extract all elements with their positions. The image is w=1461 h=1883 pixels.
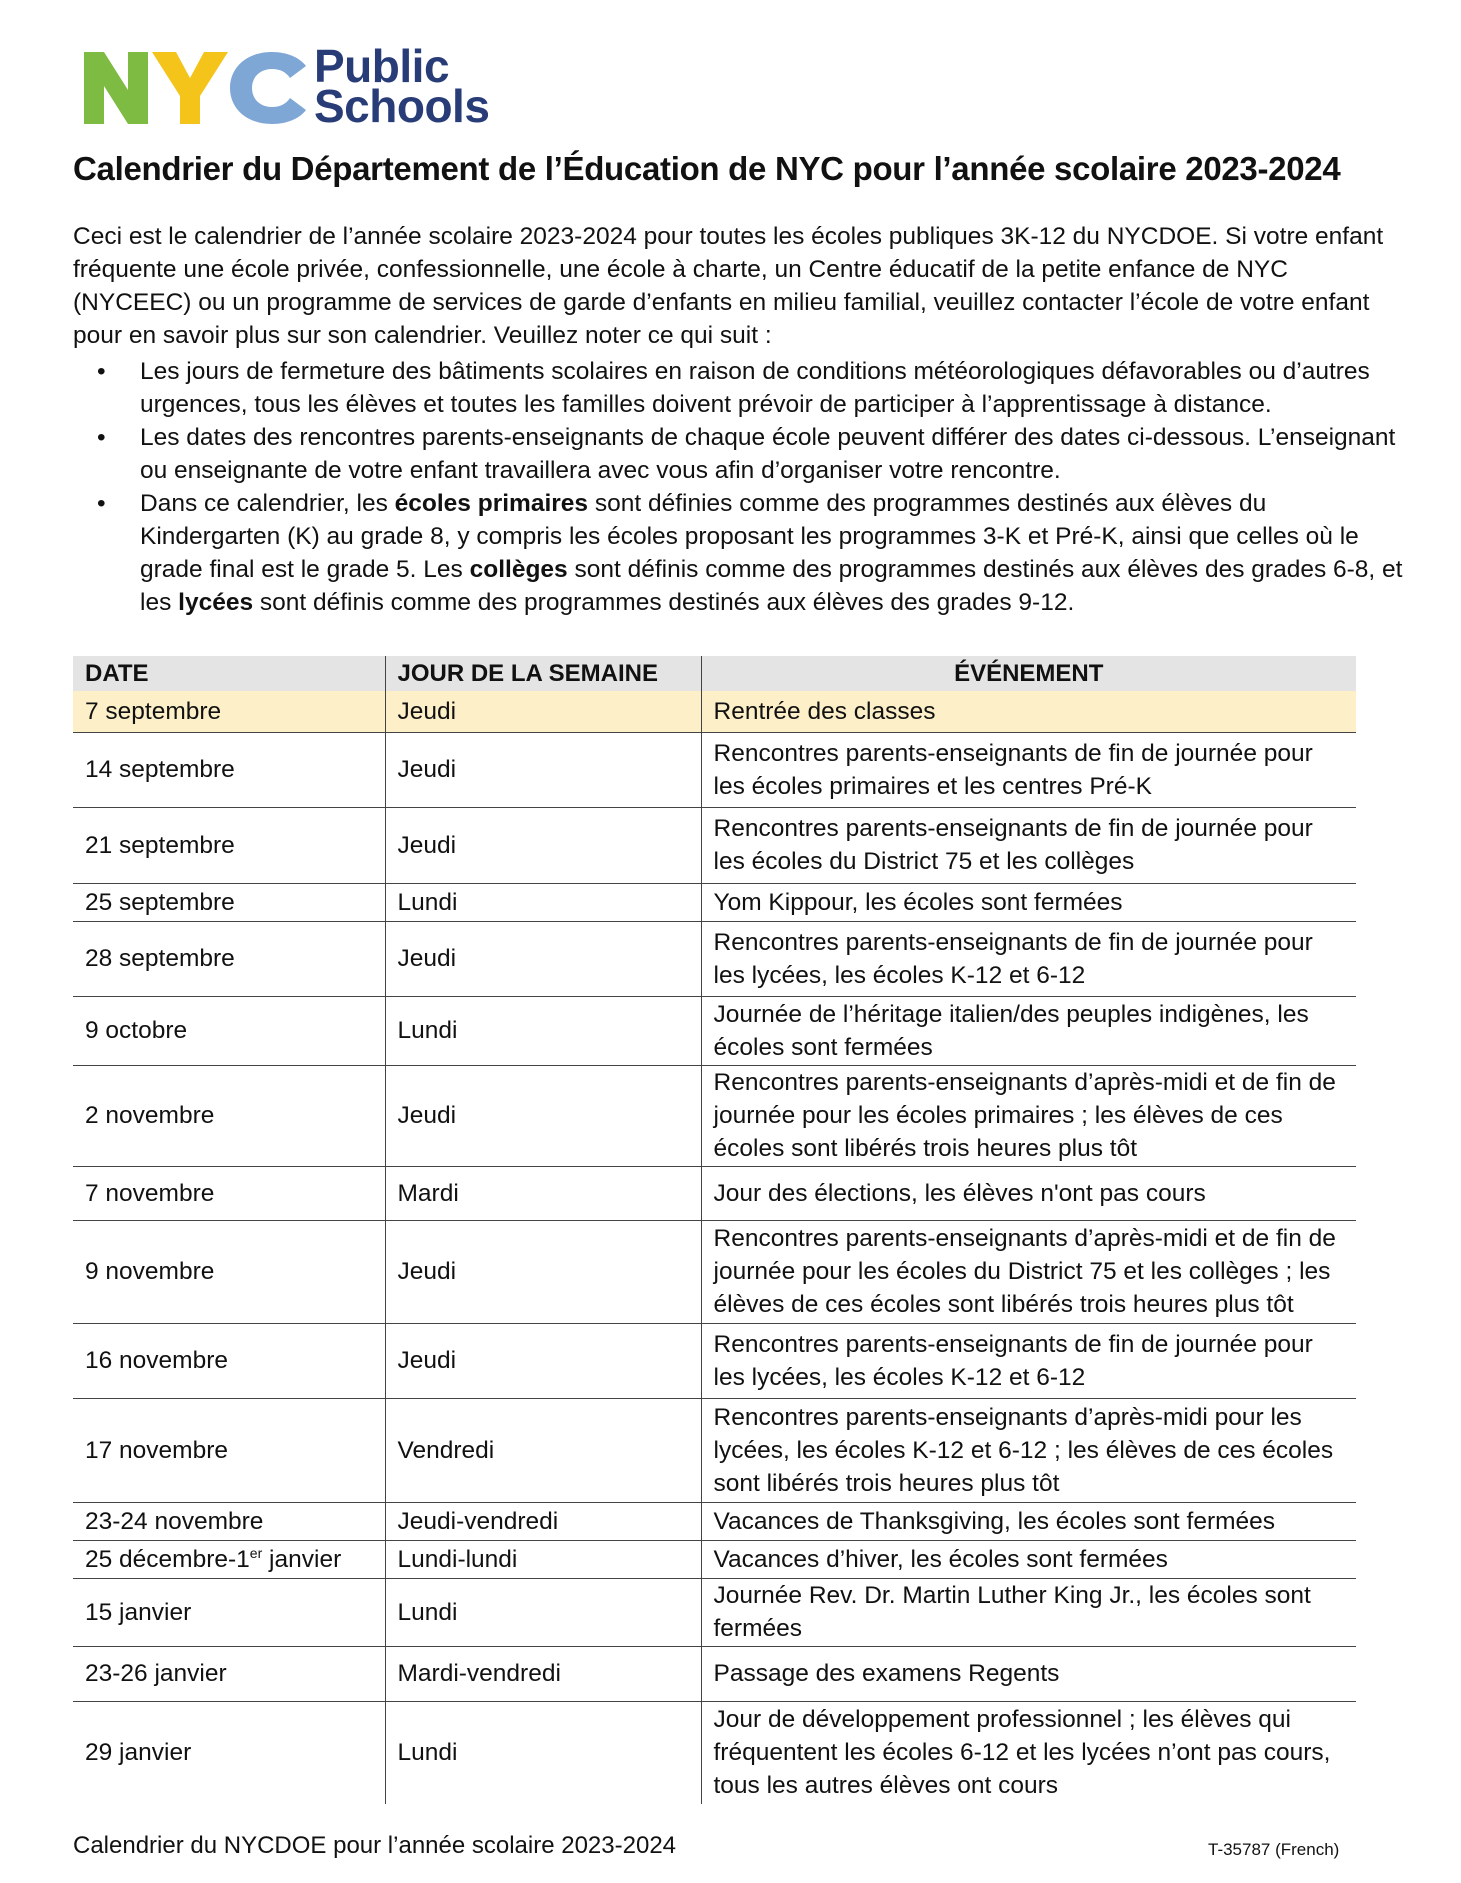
table-row [73,1398,1356,1502]
cell-event: Rencontres parents-enseignants de fin de journée pour les écoles primaires et les centres Pré-K [701,732,1356,807]
cell-day: Vendredi [385,1398,701,1502]
cell-date: 9 octobre [73,996,385,1065]
table-row [73,807,1356,883]
cell-event: Rencontres parents-enseignants de fin de journée pour les lycées, les écoles K-12 et 6-12 [701,921,1356,996]
cell-date: 7 novembre [73,1166,385,1220]
table-row [73,1701,1356,1804]
cell-date: 15 janvier [73,1578,385,1646]
note-text: sont définis comme des programmes destinés aux élèves des grades 9-12. [253,589,1075,616]
bullet-icon: • [97,490,106,517]
note-text: sont définis comme des programmes destinés aux élèves des grades 6-8, et les [140,556,1403,616]
table-row [73,1502,1356,1540]
column-header-date: DATE [73,656,385,691]
cell-event: Rencontres parents-enseignants d’après-midi pour les lycées, les écoles K-12 et 6-12 ; les élèves de ces écoles sont libérés trois heures plus tôt [701,1398,1356,1502]
cell-event: Journée de l’héritage italien/des peuples indigènes, les écoles sont fermées [701,996,1356,1065]
cell-day: Jeudi [385,1065,701,1166]
note-item-conference-dates [73,421,1413,487]
cell-event: Vacances de Thanksgiving, les écoles sont fermées [701,1502,1356,1540]
cell-date: 16 novembre [73,1323,385,1398]
cell-date-part: 25 décembre-1 [85,1545,250,1573]
column-header-weekday: JOUR DE LA SEMAINE [385,656,701,691]
table-row [73,921,1356,996]
cell-day: Lundi [385,883,701,921]
note-bold-term: écoles primaires [394,490,589,517]
cell-day: Jeudi [385,807,701,883]
table-row [73,883,1356,921]
cell-date: 28 septembre [73,921,385,996]
cell-date: 23-24 novembre [73,1502,385,1540]
logo-line-schools: Schools [314,80,490,132]
cell-date: 29 janvier [85,1739,192,1767]
cell-event: Rentrée des classes [701,691,1356,732]
column-header-event: ÉVÉNEMENT [701,656,1356,691]
note-item-remote-learning [73,355,1413,421]
table-header-row [73,656,1356,691]
note-item-school-definitions [73,487,1413,619]
cell-date: 23-26 janvier [73,1646,385,1701]
table-row [73,1065,1356,1166]
cell-day: Jeudi [385,732,701,807]
cell-date-superscript: er [249,1544,263,1561]
page-title: Calendrier du Département de l’Éducation de NYC pour l’année scolaire 2023-2024 [73,150,1341,187]
cell-date: 9 novembre [73,1220,385,1323]
table-row [73,691,1356,732]
cell-day: Jeudi [385,921,701,996]
footer-doc-code: T-35787 (French) [1208,1840,1340,1859]
table-row [73,1323,1356,1398]
cell-day: Jeudi-vendredi [385,1502,701,1540]
cell-date: 21 septembre [73,807,385,883]
footer-title: Calendrier du NYCDOE pour l’année scolaire 2023-2024 [73,1832,677,1859]
cell-event: Passage des examens Regents [701,1646,1356,1701]
note-text: Dans ce calendrier, les [140,490,395,517]
cell-date: 25 septembre [73,883,385,921]
cell-date [73,1540,385,1578]
cell-day: Mardi [385,1166,701,1220]
cell-day: Lundi-lundi [385,1540,701,1578]
cell-event: Rencontres parents-enseignants d’après-midi et de fin de journée pour les écoles du District 75 et les collèges ; les élèves de ces écoles sont libérés trois heures plus tôt [701,1220,1356,1323]
table-row [73,1646,1356,1701]
cell-event: Jour des élections, les élèves n'ont pas cours [701,1166,1356,1220]
table-row [73,1166,1356,1220]
note-bold-term: lycées [178,589,254,616]
cell-event: Vacances d’hiver, les écoles sont fermées [701,1540,1356,1578]
cell-event: Jour de développement professionnel ; les élèves qui fréquentent les écoles 6-12 et les lycées n’ont pas cours, tous les autres élèves ont cours [701,1701,1356,1804]
cell-day: Lundi [385,996,701,1065]
cell-date: 17 novembre [73,1398,385,1502]
note-bold-term: collèges [469,556,568,583]
table-row [73,1578,1356,1646]
cell-date: 2 novembre [73,1065,385,1166]
note-text: sont définies comme des programmes destinés aux élèves du Kindergarten (K) au grade 8, y compris les écoles proposant les programmes 3-K et Pré-K, ainsi que celles où le grade final est le grade 5. Les [140,490,1359,583]
notes-list [73,355,1413,619]
logo-line-public: Public [314,40,450,92]
bullet-icon: • [97,358,106,385]
table-row [73,732,1356,807]
cell-day: Jeudi [385,1220,701,1323]
table-row [73,1540,1356,1578]
table-row [73,996,1356,1065]
cell-date: 7 septembre [73,691,385,732]
cell-day: Mardi-vendredi [385,1646,701,1701]
cell-date: 14 septembre [73,732,385,807]
calendar-table [73,656,1356,1804]
cell-date-part: janvier [262,1545,342,1573]
cell-event: Yom Kippour, les écoles sont fermées [701,883,1356,921]
intro-paragraph: Ceci est le calendrier de l’année scolaire 2023-2024 pour toutes les écoles publiques 3K-12 du NYCDOE. Si votre enfant fréquente une école privée, confessionnelle, une école à charte, un Centre éducatif de la petite enfance de NYC (NYCEEC) ou un programme de services de garde d’enfants en milieu familial, veuillez contacter l’école de votre enfant pour en savoir plus sur son calendrier. Veuillez noter ce qui suit : [73,223,1384,349]
note-text: Les jours de fermeture des bâtiments scolaires en raison de conditions météorologiques défavorables ou d’autres urgences, tous les élèves et toutes les familles doivent prévoir de participer à l’apprentissage à distance. [140,358,1370,418]
table-row [73,1220,1356,1323]
nyc-public-schools-logo [82,40,502,132]
logo-wordmark [314,40,490,132]
cell-event: Rencontres parents-enseignants de fin de journée pour les écoles du District 75 et les collèges [701,807,1356,883]
bullet-icon: • [97,424,106,451]
cell-event: Rencontres parents-enseignants de fin de journée pour les lycées, les écoles K-12 et 6-12 [701,1323,1356,1398]
cell-event: Journée Rev. Dr. Martin Luther King Jr., les écoles sont fermées [701,1578,1356,1646]
cell-day: Lundi [385,1701,701,1804]
cell-day: Jeudi [385,691,701,732]
cell-day: Jeudi [385,1323,701,1398]
note-text: Les dates des rencontres parents-enseignants de chaque école peuvent différer des dates ci-dessous. L’enseignant ou enseignante de votre enfant travaillera avec vous afin d’organiser votre rencontre. [140,424,1396,484]
cell-event: Rencontres parents-enseignants d’après-midi et de fin de journée pour les écoles primaires ; les élèves de ces écoles sont libérés trois heures plus tôt [701,1065,1356,1166]
cell-day: Lundi [385,1578,701,1646]
nyc-logo-mark [82,46,307,126]
